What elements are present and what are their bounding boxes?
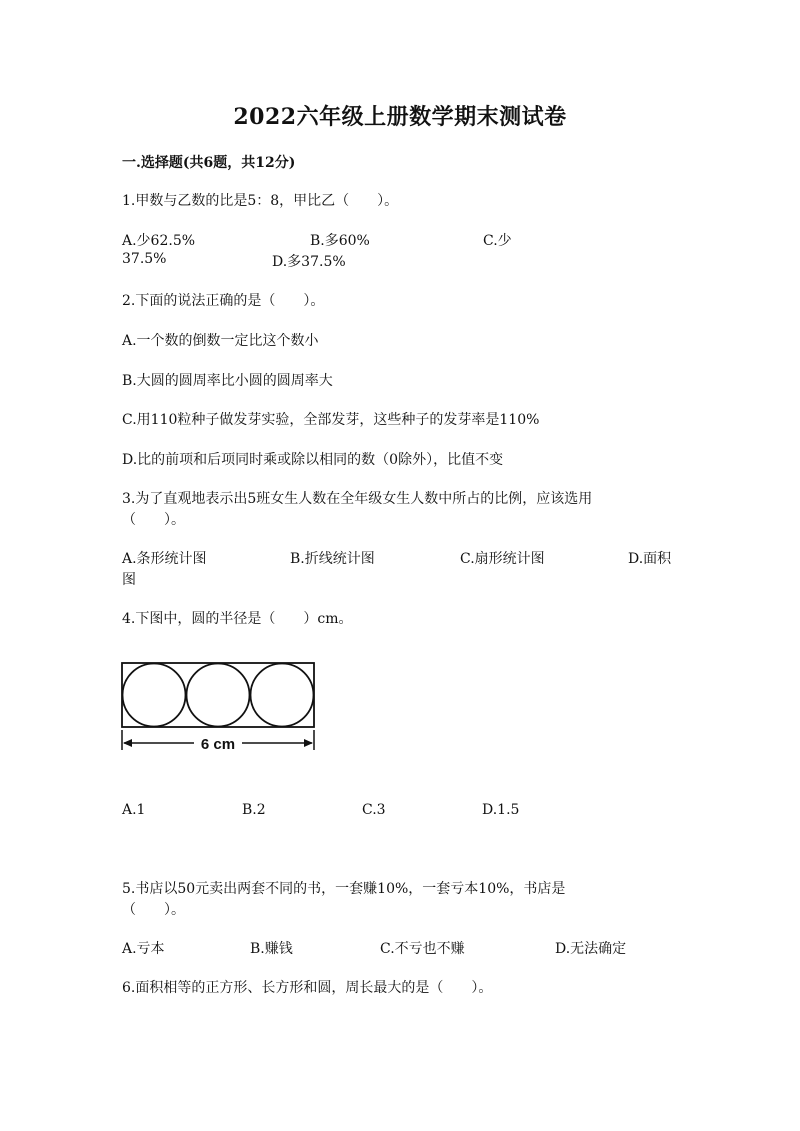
figure-circle-left [123, 664, 186, 727]
dimension-label: 6 cm [200, 736, 236, 753]
question-4-option-c: C.3 [362, 802, 386, 818]
question-3-option-d-continued: 图 [122, 572, 136, 588]
question-3-option-b: B.折线统计图 [290, 551, 375, 567]
question-5-stem: 5.书店以50元卖出两套不同的书，一套赚10%，一套亏本10%，书店是 [122, 881, 566, 897]
question-5-option-a: A.亏本 [122, 941, 165, 957]
question-1-option-d: D.多37.5% [272, 254, 346, 270]
question-4-option-a: A.1 [122, 802, 146, 818]
question-2-option-b: B.大圆的圆周率比小圆的圆周率大 [122, 373, 333, 389]
page-title: 2022六年级上册数学期末测试卷 [233, 104, 567, 130]
dimension-arrow-right [304, 739, 313, 747]
question-3-stem: 3.为了直观地表示出5班女生人数在全年级女生人数中所占的比例，应该选用 [122, 491, 593, 507]
question-3-option-c: C.扇形统计图 [460, 551, 545, 567]
figure-rectangle [122, 663, 314, 727]
question-2-option-a: A.一个数的倒数一定比这个数小 [122, 333, 319, 349]
question-1-option-b: B.多60% [310, 233, 370, 249]
circles-figure [118, 660, 318, 760]
question-1-option-c: C.少 [483, 233, 512, 249]
figure-circle-right [251, 664, 314, 727]
dimension-arrow-left [123, 739, 132, 747]
question-2-option-d: D.比的前项和后项同时乘或除以相同的数（0除外），比值不变 [122, 452, 504, 468]
question-1-option-c-continued: 37.5% [122, 251, 167, 267]
question-5-stem-continued: （ ）。 [122, 902, 185, 918]
question-5-option-d: D.无法确定 [555, 941, 627, 957]
question-5-option-c: C.不亏也不赚 [380, 941, 465, 957]
question-6-stem: 6.面积相等的正方形、长方形和圆，周长最大的是（ ）。 [122, 980, 493, 996]
question-1-option-a: A.少62.5% [122, 233, 196, 249]
question-4-option-b: B.2 [242, 802, 266, 818]
question-3-option-a: A.条形统计图 [122, 551, 207, 567]
figure-circle-middle [187, 664, 250, 727]
question-4-option-d: D.1.5 [482, 802, 520, 818]
section-heading: 一.选择题(共6题，共12分) [122, 155, 296, 171]
question-5-option-b: B.赚钱 [250, 941, 293, 957]
question-3-stem-continued: （ ）。 [122, 512, 185, 528]
question-2-option-c: C.用110粒种子做发芽实验，全部发芽，这些种子的发芽率是110% [122, 412, 540, 428]
question-3-option-d: D.面积 [628, 551, 672, 567]
question-1-stem: 1.甲数与乙数的比是5：8，甲比乙（ ）。 [122, 193, 399, 209]
question-4-stem: 4.下图中，圆的半径是（ ）cm。 [122, 611, 353, 627]
question-2-stem: 2.下面的说法正确的是（ ）。 [122, 293, 325, 309]
